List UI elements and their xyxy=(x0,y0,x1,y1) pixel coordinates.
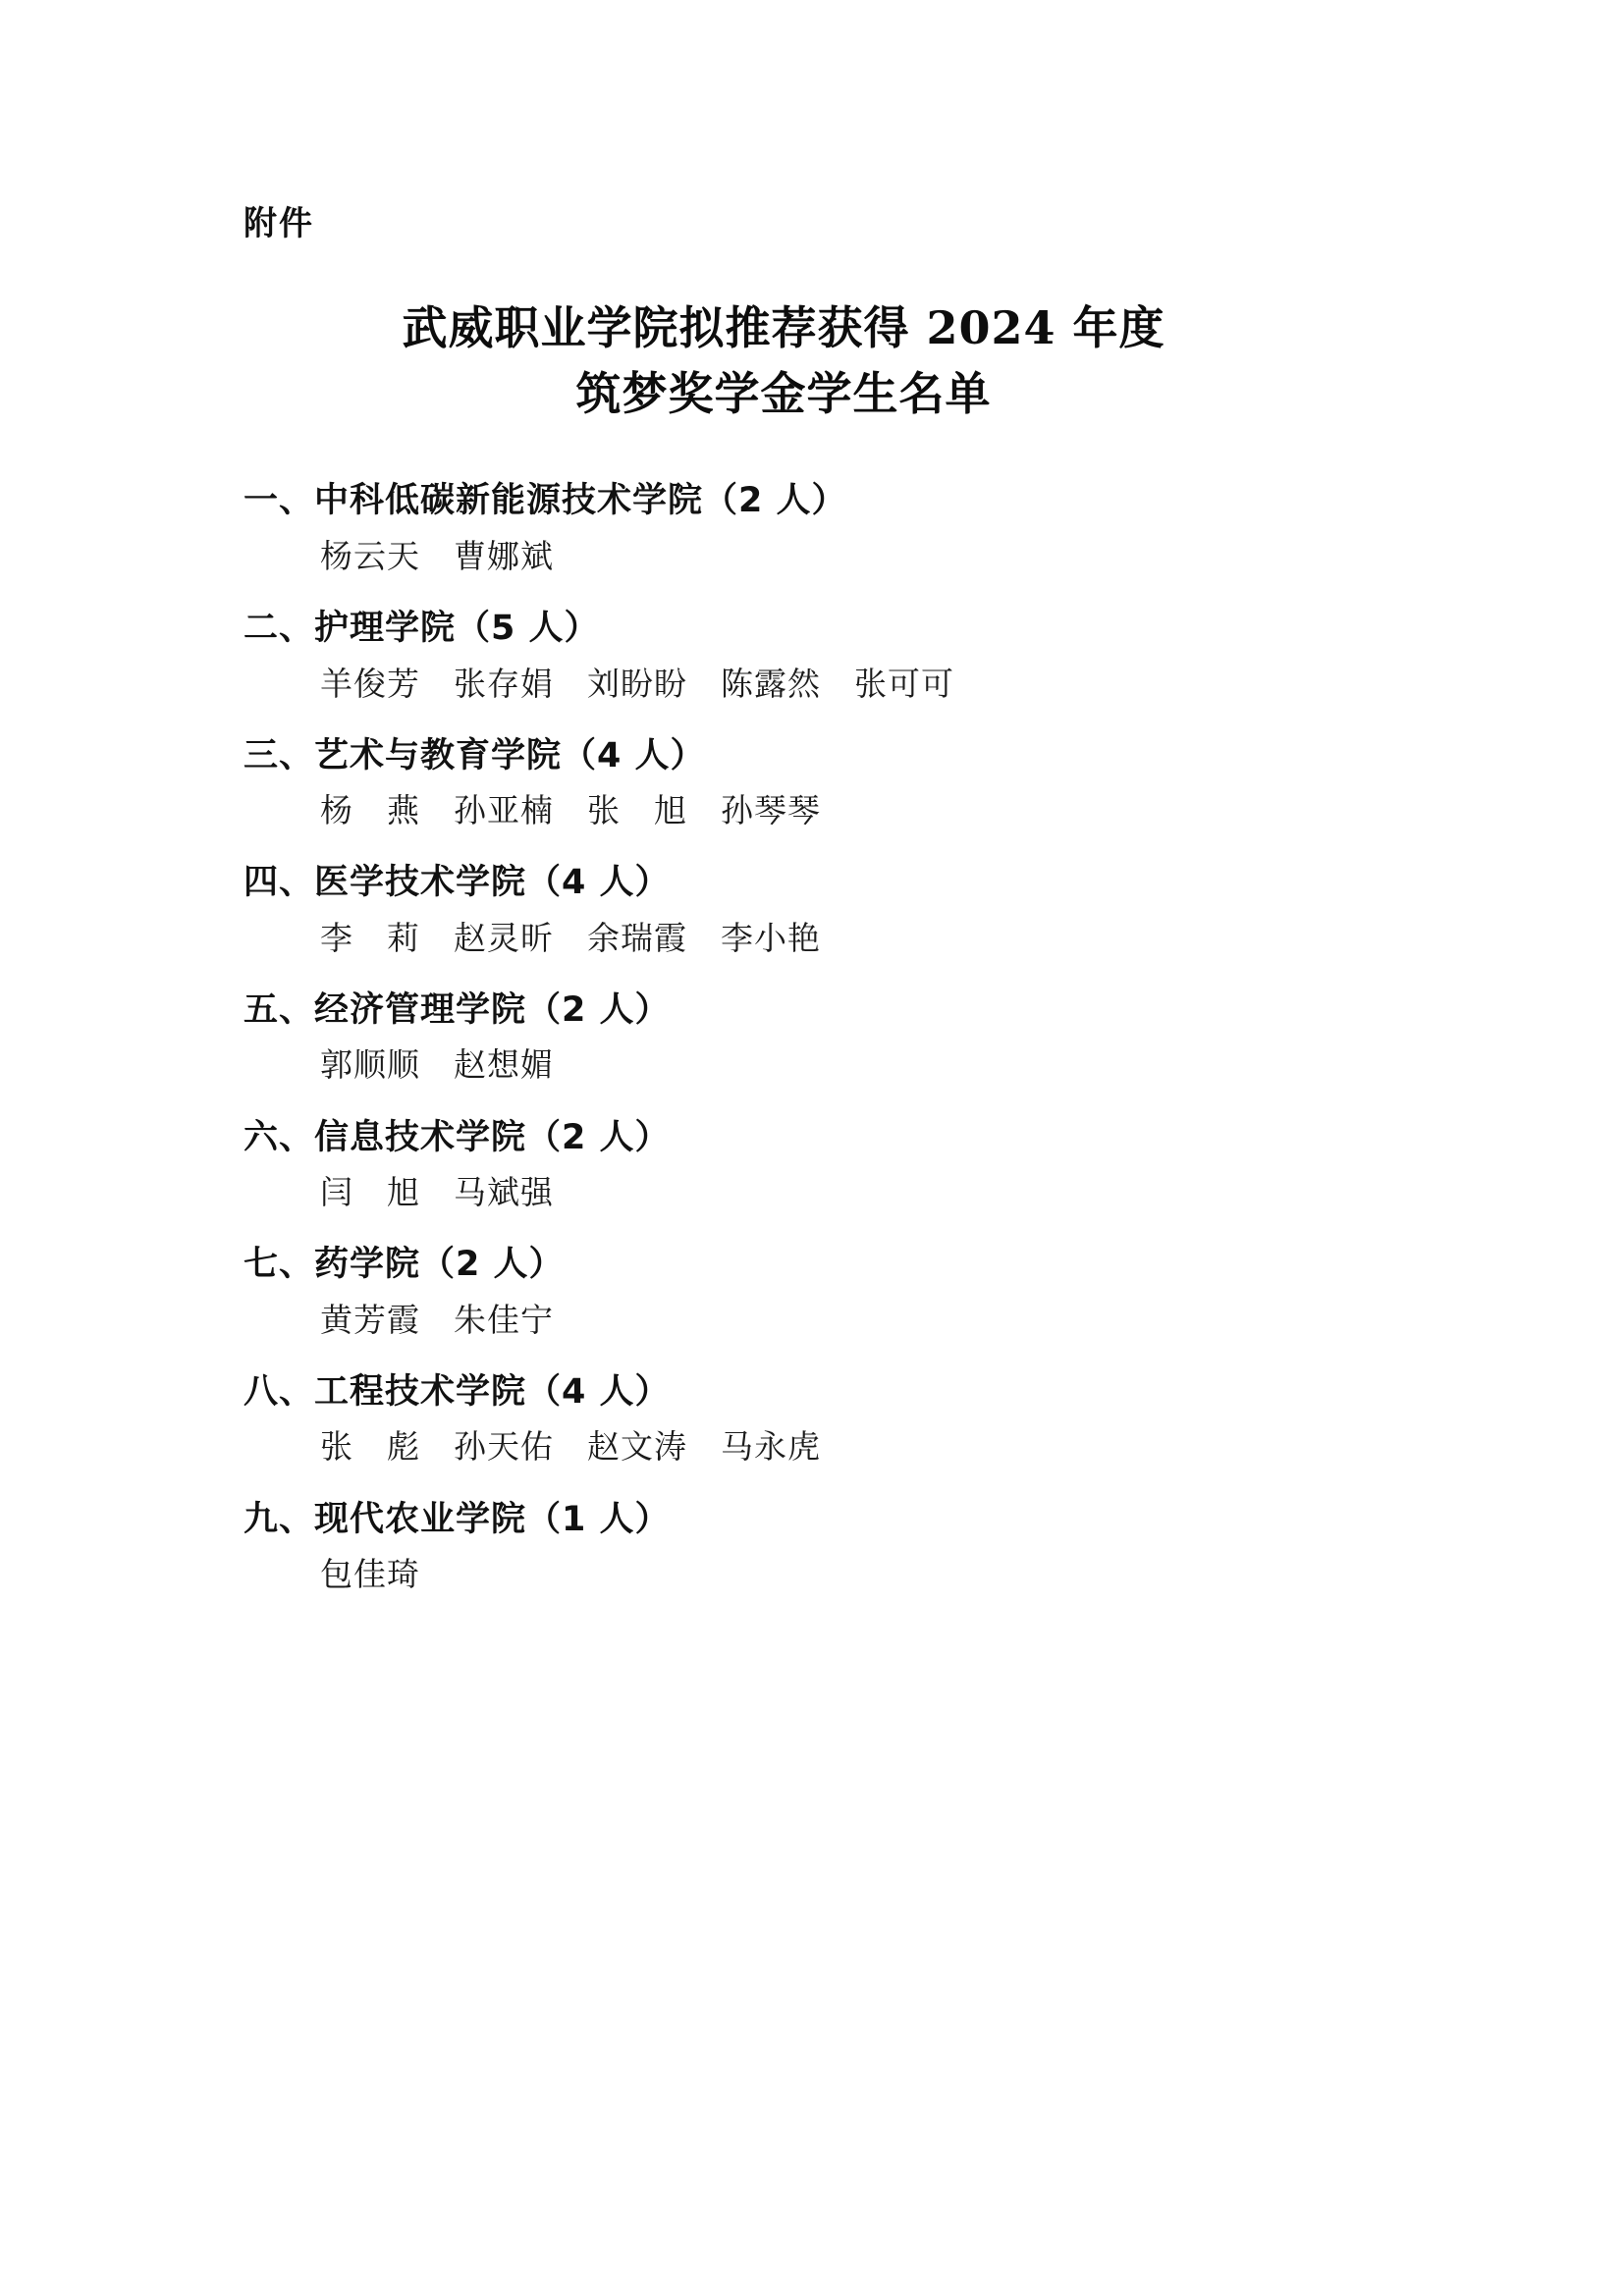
section-heading: 七、药学院（2 人） xyxy=(244,1245,565,1285)
section-heading: 六、信息技术学院（2 人） xyxy=(244,1117,671,1157)
section-2 xyxy=(244,603,1392,709)
section-1 xyxy=(244,475,1392,581)
document-body xyxy=(244,196,1392,1621)
section-names: 包佳琦 xyxy=(320,1555,420,1593)
section-heading: 一、中科低碳新能源技术学院（2 人） xyxy=(244,481,847,521)
page-title xyxy=(244,295,1392,426)
section-heading: 三、艺术与教育学院（4 人） xyxy=(244,735,706,775)
section-names: 羊俊芳 张存娟 刘盼盼 陈露然 张可可 xyxy=(320,664,954,703)
section-names: 杨 燕 孙亚楠 张 旭 孙琴琴 xyxy=(320,791,821,830)
section-names: 张 彪 孙天佑 赵文涛 马永虎 xyxy=(320,1427,821,1467)
section-names: 郭顺顺 赵想媚 xyxy=(320,1045,554,1085)
section-7 xyxy=(244,1239,1392,1345)
section-heading: 五、经济管理学院（2 人） xyxy=(244,989,671,1030)
section-names: 闫 旭 马斌强 xyxy=(320,1173,554,1212)
section-names: 黄芳霞 朱佳宁 xyxy=(320,1300,554,1339)
section-6 xyxy=(244,1112,1392,1218)
section-names: 杨云天 曹娜斌 xyxy=(320,536,554,575)
section-heading: 九、现代农业学院（1 人） xyxy=(244,1499,671,1539)
section-8 xyxy=(244,1366,1392,1472)
page-title-line-1: 武威职业学院拟推荐获得 2024 年度 xyxy=(402,301,1165,354)
section-9 xyxy=(244,1494,1392,1600)
section-heading: 四、医学技术学院（4 人） xyxy=(244,863,671,903)
section-3 xyxy=(244,730,1392,836)
section-heading: 二、护理学院（5 人） xyxy=(244,609,600,649)
section-names: 李 莉 赵灵昕 余瑞霞 李小艳 xyxy=(320,918,821,957)
section-4 xyxy=(244,857,1392,963)
page-title-line-2: 筑梦奖学金学生名单 xyxy=(575,366,992,420)
attachment-label: 附件 xyxy=(244,204,314,243)
section-heading: 八、工程技术学院（4 人） xyxy=(244,1371,671,1412)
section-5 xyxy=(244,985,1392,1091)
